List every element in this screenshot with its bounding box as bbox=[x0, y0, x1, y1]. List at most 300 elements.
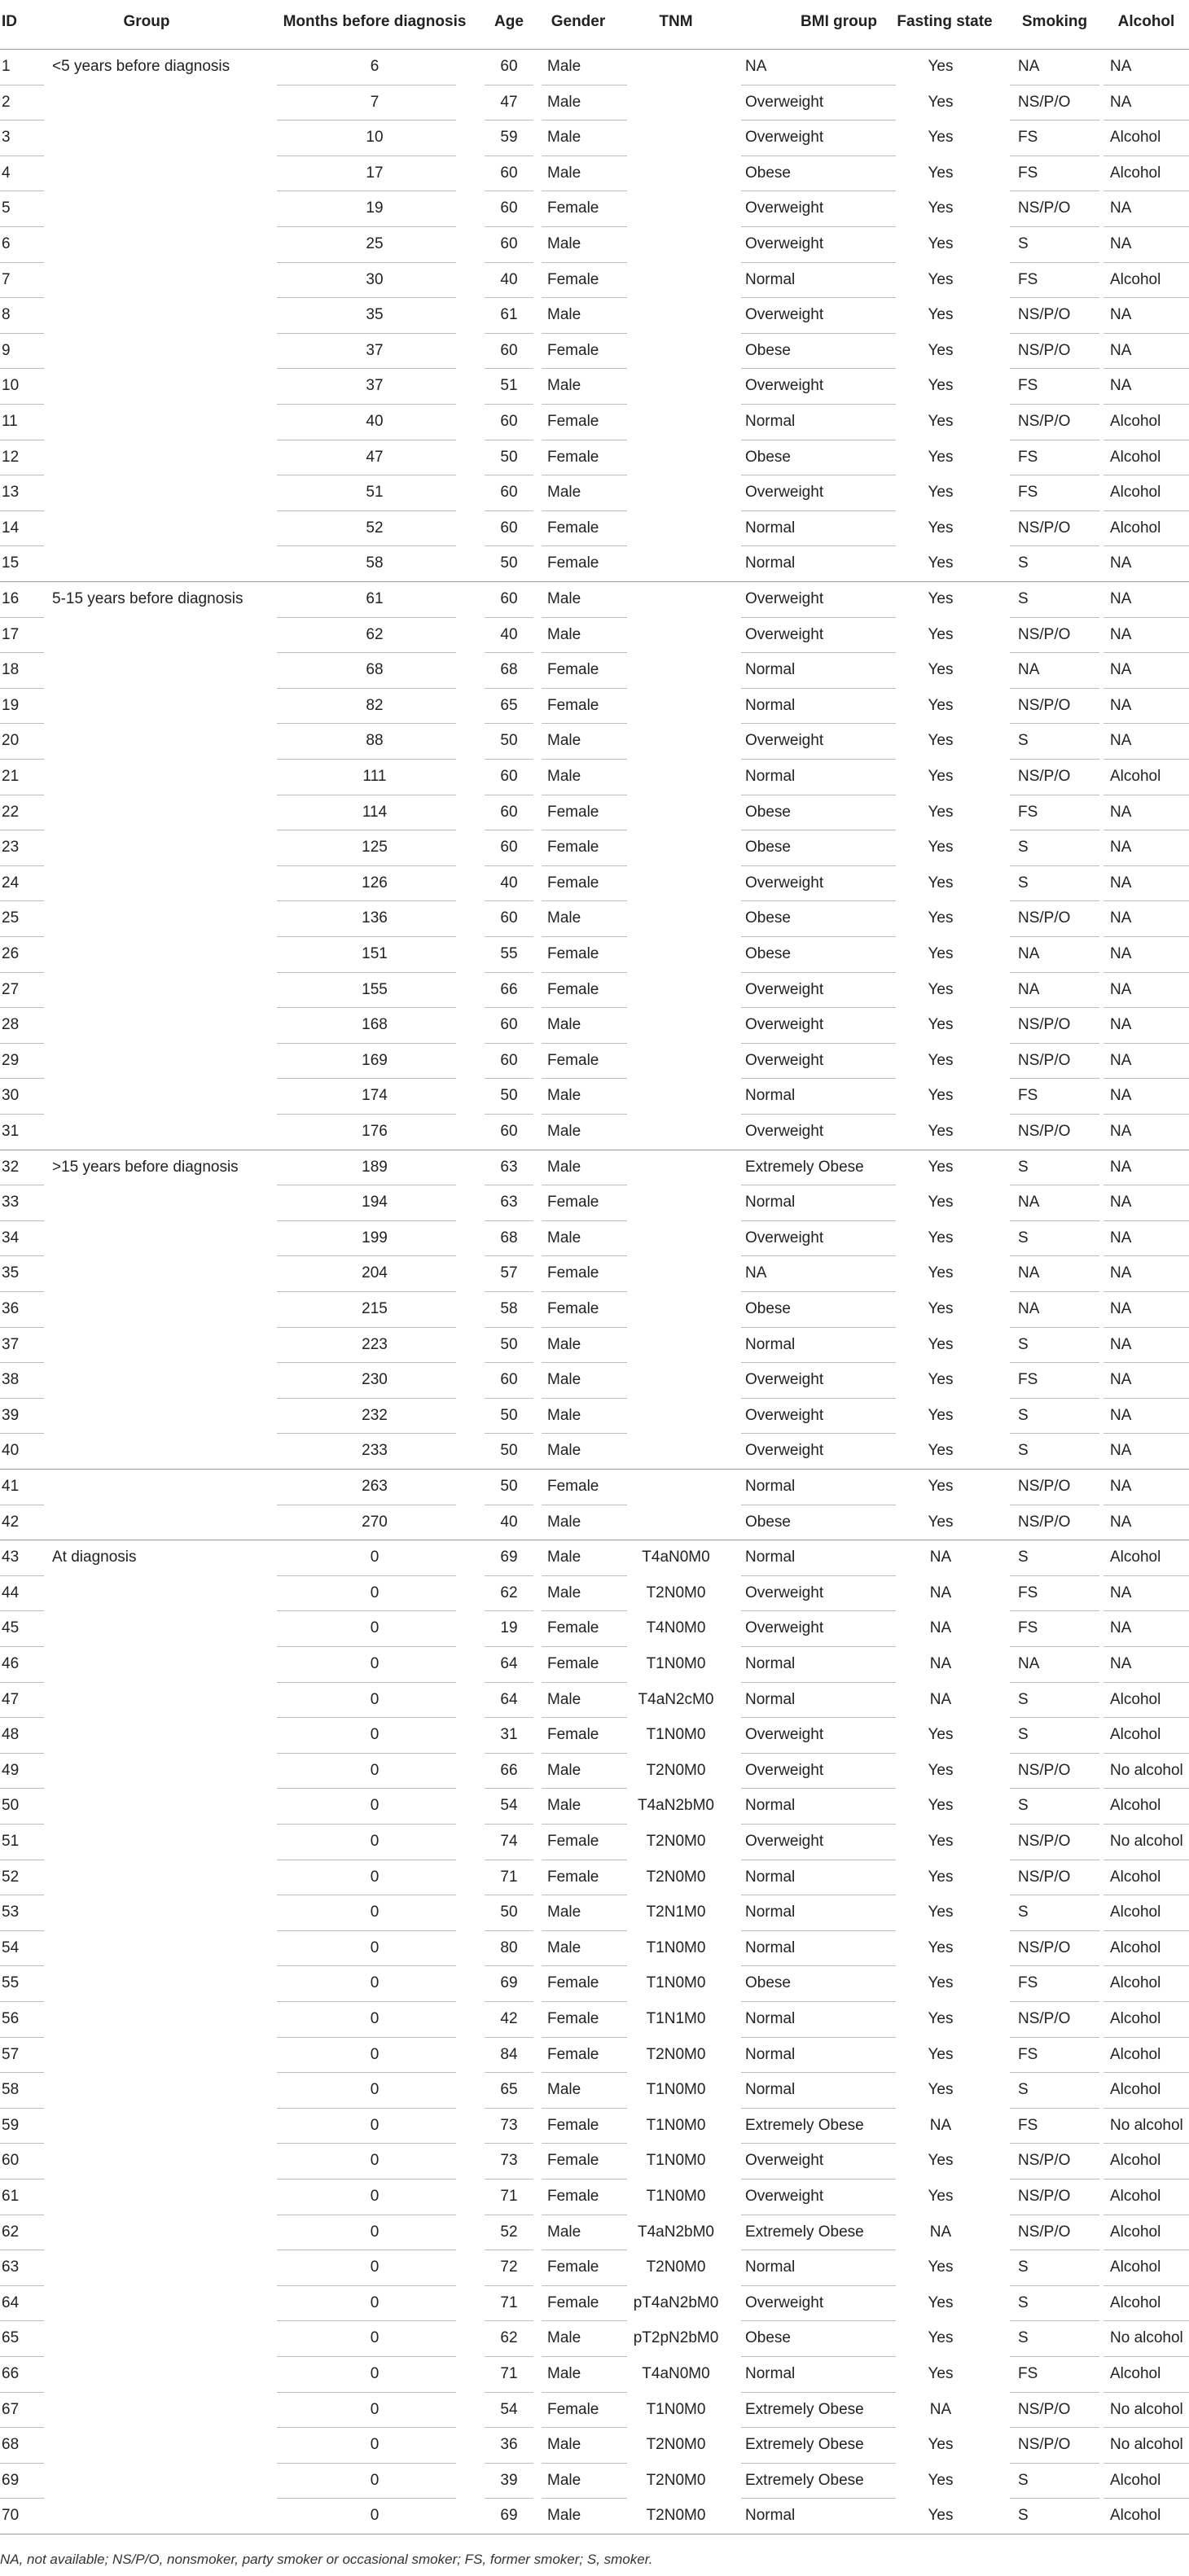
cell-alcohol: NA bbox=[1110, 341, 1132, 359]
cell-months: 47 bbox=[366, 448, 384, 466]
table-row bbox=[0, 191, 1189, 226]
cell-smoking: NS/P/O bbox=[1018, 2223, 1071, 2241]
cell-id: 1 bbox=[2, 58, 11, 75]
cell-months: 30 bbox=[366, 270, 384, 288]
cell-id: 58 bbox=[2, 2081, 20, 2099]
cell-alcohol: No alcohol bbox=[1110, 2116, 1183, 2134]
cell-age: 50 bbox=[500, 1904, 518, 1921]
cell-id: 10 bbox=[2, 377, 20, 395]
cell-smoking: S bbox=[1018, 874, 1029, 892]
cell-fasting: Yes bbox=[928, 1513, 954, 1531]
header-bmi: BMI group bbox=[801, 13, 877, 30]
cell-months: 0 bbox=[370, 1584, 380, 1601]
table-row bbox=[0, 368, 1189, 404]
cell-months: 37 bbox=[366, 377, 384, 395]
cell-months: 0 bbox=[370, 1549, 380, 1566]
table-row bbox=[0, 510, 1189, 546]
cell-gender: Female bbox=[547, 2188, 599, 2205]
cell-gender: Male bbox=[547, 1335, 581, 1353]
cell-alcohol: Alcohol bbox=[1110, 448, 1161, 466]
header-id: ID bbox=[2, 13, 17, 30]
cell-age: 68 bbox=[500, 1229, 518, 1246]
cell-id: 8 bbox=[2, 306, 11, 324]
cell-fasting: Yes bbox=[928, 306, 954, 324]
cell-smoking: S bbox=[1018, 2329, 1029, 2347]
cell-tnm: T2N0M0 bbox=[646, 1584, 706, 1601]
cell-gender: Female bbox=[547, 874, 599, 892]
cell-smoking: NS/P/O bbox=[1018, 909, 1071, 927]
cell-fasting: Yes bbox=[928, 1016, 954, 1034]
cell-age: 64 bbox=[500, 1655, 518, 1672]
cell-months: 0 bbox=[370, 1868, 380, 1886]
cell-months: 0 bbox=[370, 2116, 380, 2134]
table-row bbox=[0, 2498, 1189, 2534]
cell-age: 60 bbox=[500, 484, 518, 502]
table-row bbox=[0, 1505, 1189, 1540]
cell-id: 63 bbox=[2, 2258, 20, 2276]
cell-tnm: T4N0M0 bbox=[646, 1619, 706, 1637]
cell-gender: Female bbox=[547, 1264, 599, 1282]
cell-gender: Male bbox=[547, 58, 581, 75]
cell-months: 0 bbox=[370, 1974, 380, 1992]
cell-smoking: NS/P/O bbox=[1018, 1868, 1071, 1886]
cell-id: 40 bbox=[2, 1442, 20, 1460]
cell-gender: Male bbox=[547, 1690, 581, 1708]
cell-fasting: Yes bbox=[928, 58, 954, 75]
cell-bmi: Normal bbox=[745, 1087, 796, 1105]
cell-bmi: Obese bbox=[745, 1974, 791, 1992]
cell-fasting: Yes bbox=[928, 554, 954, 572]
cell-id: 39 bbox=[2, 1406, 20, 1424]
cell-id: 12 bbox=[2, 448, 20, 466]
cell-alcohol: NA bbox=[1110, 1406, 1132, 1424]
cell-id: 24 bbox=[2, 874, 20, 892]
cell-id: 68 bbox=[2, 2436, 20, 2454]
header-smoking: Smoking bbox=[1021, 13, 1088, 30]
cell-alcohol: NA bbox=[1110, 1158, 1132, 1176]
cell-months: 0 bbox=[370, 2507, 380, 2525]
cell-alcohol: Alcohol bbox=[1110, 484, 1161, 502]
cell-alcohol: NA bbox=[1110, 732, 1132, 750]
cell-gender: Male bbox=[547, 377, 581, 395]
cell-months: 151 bbox=[362, 945, 388, 962]
cell-months: 0 bbox=[370, 2045, 380, 2063]
cell-age: 71 bbox=[500, 1868, 518, 1886]
cell-smoking: NS/P/O bbox=[1018, 413, 1071, 430]
cell-alcohol: NA bbox=[1110, 58, 1132, 75]
cell-id: 27 bbox=[2, 980, 20, 998]
cell-gender: Male bbox=[547, 93, 581, 111]
cell-bmi: Normal bbox=[745, 1690, 796, 1708]
cell-fasting: NA bbox=[929, 2400, 952, 2418]
cell-smoking: S bbox=[1018, 2081, 1029, 2099]
cell-gender: Male bbox=[547, 2223, 581, 2241]
cell-alcohol: NA bbox=[1110, 235, 1132, 252]
cell-gender: Female bbox=[547, 1300, 599, 1317]
cell-bmi: Extremely Obese bbox=[745, 2436, 864, 2454]
cell-alcohol: NA bbox=[1110, 980, 1132, 998]
cell-months: 0 bbox=[370, 2293, 380, 2311]
cell-age: 69 bbox=[500, 2507, 518, 2525]
cell-months: 0 bbox=[370, 1619, 380, 1637]
cell-fasting: Yes bbox=[928, 696, 954, 714]
cell-age: 69 bbox=[500, 1549, 518, 1566]
cell-alcohol: Alcohol bbox=[1110, 1549, 1161, 1566]
cell-id: 23 bbox=[2, 839, 20, 856]
cell-bmi: Obese bbox=[745, 803, 791, 821]
cell-fasting: Yes bbox=[928, 2471, 954, 2489]
cell-id: 29 bbox=[2, 1051, 20, 1069]
cell-bmi: Normal bbox=[745, 768, 796, 785]
cell-gender: Female bbox=[547, 519, 599, 537]
cell-age: 39 bbox=[500, 2471, 518, 2489]
cell-months: 17 bbox=[366, 164, 384, 182]
cell-id: 56 bbox=[2, 2010, 20, 2027]
cell-smoking: NS/P/O bbox=[1018, 1051, 1071, 1069]
cell-fasting: Yes bbox=[928, 164, 954, 182]
cell-bmi: Overweight bbox=[745, 1016, 824, 1034]
cell-alcohol: NA bbox=[1110, 199, 1132, 217]
cell-gender: Male bbox=[547, 1584, 581, 1601]
cell-age: 66 bbox=[500, 1761, 518, 1779]
cell-smoking: FS bbox=[1018, 803, 1038, 821]
cell-months: 0 bbox=[370, 1726, 380, 1744]
cell-months: 169 bbox=[362, 1051, 388, 1069]
cell-fasting: Yes bbox=[928, 1087, 954, 1105]
cell-alcohol: NA bbox=[1110, 1087, 1132, 1105]
cell-bmi: Extremely Obese bbox=[745, 2223, 864, 2241]
cell-age: 65 bbox=[500, 696, 518, 714]
cell-smoking: FS bbox=[1018, 1584, 1038, 1601]
cell-bmi: Extremely Obese bbox=[745, 2400, 864, 2418]
cell-gender: Female bbox=[547, 839, 599, 856]
cell-id: 53 bbox=[2, 1904, 20, 1921]
cell-gender: Male bbox=[547, 2507, 581, 2525]
cell-id: 33 bbox=[2, 1194, 20, 1211]
table-row bbox=[0, 1682, 1189, 1718]
table-row bbox=[0, 2285, 1189, 2321]
cell-tnm: pT2pN2bM0 bbox=[633, 2329, 719, 2347]
cell-bmi: Overweight bbox=[745, 377, 824, 395]
table-row bbox=[0, 2427, 1189, 2463]
table-row bbox=[0, 617, 1189, 653]
cell-smoking: S bbox=[1018, 235, 1029, 252]
table-row bbox=[0, 85, 1189, 120]
cell-age: 19 bbox=[500, 1619, 518, 1637]
cell-alcohol: NA bbox=[1110, 1584, 1132, 1601]
cell-smoking: NS/P/O bbox=[1018, 519, 1071, 537]
cell-fasting: Yes bbox=[928, 235, 954, 252]
cell-smoking: FS bbox=[1018, 484, 1038, 502]
cell-smoking: S bbox=[1018, 1726, 1029, 1744]
cell-alcohol: NA bbox=[1110, 839, 1132, 856]
cell-id: 52 bbox=[2, 1868, 20, 1886]
cell-bmi: Normal bbox=[745, 1478, 796, 1495]
cell-id: 19 bbox=[2, 696, 20, 714]
cell-alcohol: Alcohol bbox=[1110, 164, 1161, 182]
header-gender: Gender bbox=[551, 13, 606, 30]
cell-id: 25 bbox=[2, 909, 20, 927]
cell-smoking: S bbox=[1018, 1797, 1029, 1815]
cell-age: 60 bbox=[500, 768, 518, 785]
cell-age: 60 bbox=[500, 519, 518, 537]
table-row bbox=[0, 1220, 1189, 1256]
cell-fasting: Yes bbox=[928, 1123, 954, 1140]
cell-age: 40 bbox=[500, 1513, 518, 1531]
table-row bbox=[0, 795, 1189, 830]
cell-gender: Female bbox=[547, 1478, 599, 1495]
cell-months: 0 bbox=[370, 2258, 380, 2276]
cell-bmi: Normal bbox=[745, 1655, 796, 1672]
cell-fasting: Yes bbox=[928, 1797, 954, 1815]
cell-id: 49 bbox=[2, 1761, 20, 1779]
cell-bmi: Obese bbox=[745, 341, 791, 359]
cell-alcohol: NA bbox=[1110, 93, 1132, 111]
cell-alcohol: NA bbox=[1110, 1123, 1132, 1140]
cell-smoking: NS/P/O bbox=[1018, 768, 1071, 785]
cell-months: 0 bbox=[370, 1939, 380, 1956]
cell-id: 65 bbox=[2, 2329, 20, 2347]
cell-bmi: Obese bbox=[745, 448, 791, 466]
cell-tnm: T2N0M0 bbox=[646, 1761, 706, 1779]
cell-bmi: Overweight bbox=[745, 93, 824, 111]
cell-months: 0 bbox=[370, 2223, 380, 2241]
table-row bbox=[0, 581, 1189, 617]
cell-fasting: Yes bbox=[928, 945, 954, 962]
cell-age: 60 bbox=[500, 1051, 518, 1069]
cell-gender: Male bbox=[547, 164, 581, 182]
cell-id: 3 bbox=[2, 129, 11, 147]
cell-smoking: NS/P/O bbox=[1018, 199, 1071, 217]
cell-months: 88 bbox=[366, 732, 384, 750]
cell-age: 55 bbox=[500, 945, 518, 962]
cell-fasting: Yes bbox=[928, 1229, 954, 1246]
cell-age: 65 bbox=[500, 2081, 518, 2099]
cell-age: 60 bbox=[500, 58, 518, 75]
cell-smoking: S bbox=[1018, 590, 1029, 607]
cell-smoking: NA bbox=[1018, 58, 1040, 75]
cell-gender: Male bbox=[547, 590, 581, 607]
cell-months: 0 bbox=[370, 2436, 380, 2454]
cell-fasting: Yes bbox=[928, 1264, 954, 1282]
cell-gender: Male bbox=[547, 732, 581, 750]
cell-age: 50 bbox=[500, 1087, 518, 1105]
cell-fasting: Yes bbox=[928, 1051, 954, 1069]
table-row bbox=[0, 1540, 1189, 1575]
cell-gender: Male bbox=[547, 1016, 581, 1034]
table-row bbox=[0, 1575, 1189, 1611]
cell-alcohol: NA bbox=[1110, 306, 1132, 324]
cell-fasting: Yes bbox=[928, 2045, 954, 2063]
cell-alcohol: NA bbox=[1110, 1335, 1132, 1353]
cell-smoking: NS/P/O bbox=[1018, 341, 1071, 359]
cell-months: 0 bbox=[370, 1690, 380, 1708]
cell-bmi: Overweight bbox=[745, 1229, 824, 1246]
table-row bbox=[0, 900, 1189, 936]
cell-gender: Male bbox=[547, 909, 581, 927]
cell-gender: Female bbox=[547, 2116, 599, 2134]
cell-gender: Female bbox=[547, 199, 599, 217]
table-row bbox=[0, 1078, 1189, 1114]
cell-id: 61 bbox=[2, 2188, 20, 2205]
cell-months: 40 bbox=[366, 413, 384, 430]
table-row bbox=[0, 545, 1189, 581]
cell-alcohol: NA bbox=[1110, 590, 1132, 607]
cell-gender: Female bbox=[547, 1974, 599, 1992]
cell-fasting: Yes bbox=[928, 1478, 954, 1495]
cell-bmi: Extremely Obese bbox=[745, 1158, 864, 1176]
cell-age: 50 bbox=[500, 1406, 518, 1424]
cell-smoking: S bbox=[1018, 1229, 1029, 1246]
cell-fasting: Yes bbox=[928, 732, 954, 750]
cell-id: 16 bbox=[2, 590, 20, 607]
cell-fasting: Yes bbox=[928, 377, 954, 395]
cell-alcohol: NA bbox=[1110, 1264, 1132, 1282]
table-row bbox=[0, 2143, 1189, 2179]
cell-gender: Male bbox=[547, 2081, 581, 2099]
cell-id: 66 bbox=[2, 2365, 20, 2382]
cell-smoking: FS bbox=[1018, 1371, 1038, 1389]
cell-age: 36 bbox=[500, 2436, 518, 2454]
cell-alcohol: Alcohol bbox=[1110, 2081, 1161, 2099]
cell-age: 60 bbox=[500, 413, 518, 430]
cell-fasting: Yes bbox=[928, 448, 954, 466]
cell-bmi: Normal bbox=[745, 1194, 796, 1211]
cell-age: 69 bbox=[500, 1974, 518, 1992]
cell-smoking: NA bbox=[1018, 1264, 1040, 1282]
cell-age: 47 bbox=[500, 93, 518, 111]
cell-bmi: Normal bbox=[745, 2045, 796, 2063]
cell-alcohol: Alcohol bbox=[1110, 1939, 1161, 1956]
table-row bbox=[0, 1965, 1189, 2001]
cell-months: 263 bbox=[362, 1478, 388, 1495]
cell-months: 0 bbox=[370, 1797, 380, 1815]
cell-age: 62 bbox=[500, 1584, 518, 1601]
cell-bmi: Normal bbox=[745, 2365, 796, 2382]
cell-bmi: Overweight bbox=[745, 1726, 824, 1744]
cell-gender: Male bbox=[547, 768, 581, 785]
cell-id: 46 bbox=[2, 1655, 20, 1672]
cell-bmi: Overweight bbox=[745, 2188, 824, 2205]
table-row bbox=[0, 2215, 1189, 2250]
cell-gender: Male bbox=[547, 484, 581, 502]
cell-months: 232 bbox=[362, 1406, 388, 1424]
cell-tnm: T1N0M0 bbox=[646, 1939, 706, 1956]
cell-id: 21 bbox=[2, 768, 20, 785]
cell-id: 37 bbox=[2, 1335, 20, 1353]
cell-smoking: FS bbox=[1018, 270, 1038, 288]
cell-gender: Female bbox=[547, 2152, 599, 2170]
cell-months: 0 bbox=[370, 2471, 380, 2489]
cell-fasting: Yes bbox=[928, 590, 954, 607]
cell-months: 7 bbox=[370, 93, 380, 111]
cell-bmi: Overweight bbox=[745, 199, 824, 217]
cell-tnm: T1N0M0 bbox=[646, 1726, 706, 1744]
cell-age: 60 bbox=[500, 164, 518, 182]
cell-gender: Female bbox=[547, 554, 599, 572]
cell-bmi: Normal bbox=[745, 1939, 796, 1956]
cell-smoking: S bbox=[1018, 2471, 1029, 2489]
cell-tnm: T4aN2cM0 bbox=[638, 1690, 714, 1708]
cell-gender: Female bbox=[547, 448, 599, 466]
cell-alcohol: NA bbox=[1110, 1229, 1132, 1246]
cell-id: 43 bbox=[2, 1549, 20, 1566]
cell-age: 59 bbox=[500, 129, 518, 147]
cell-smoking: S bbox=[1018, 2258, 1029, 2276]
cell-smoking: NS/P/O bbox=[1018, 1478, 1071, 1495]
table-row bbox=[0, 2320, 1189, 2356]
cell-tnm: T4aN2bM0 bbox=[638, 2223, 714, 2241]
table-row bbox=[0, 1291, 1189, 1327]
cell-fasting: Yes bbox=[928, 803, 954, 821]
cell-months: 19 bbox=[366, 199, 384, 217]
cell-age: 60 bbox=[500, 235, 518, 252]
cell-alcohol: NA bbox=[1110, 1513, 1132, 1531]
cell-bmi: Extremely Obese bbox=[745, 2471, 864, 2489]
cell-id: 70 bbox=[2, 2507, 20, 2525]
cell-bmi: Normal bbox=[745, 1868, 796, 1886]
cell-alcohol: No alcohol bbox=[1110, 1761, 1183, 1779]
cell-tnm: T2N0M0 bbox=[646, 2258, 706, 2276]
cell-tnm: T2N0M0 bbox=[646, 2436, 706, 2454]
cell-smoking: NA bbox=[1018, 1300, 1040, 1317]
cell-gender: Male bbox=[547, 625, 581, 643]
cell-bmi: Overweight bbox=[745, 129, 824, 147]
cell-smoking: S bbox=[1018, 839, 1029, 856]
cell-months: 0 bbox=[370, 1761, 380, 1779]
table-row bbox=[0, 1610, 1189, 1646]
cell-gender: Male bbox=[547, 1939, 581, 1956]
cell-bmi: Overweight bbox=[745, 235, 824, 252]
cell-bmi: Obese bbox=[745, 2329, 791, 2347]
cell-fasting: Yes bbox=[928, 1939, 954, 1956]
cell-age: 74 bbox=[500, 1833, 518, 1850]
cell-bmi: Normal bbox=[745, 1904, 796, 1921]
cell-bmi: Overweight bbox=[745, 590, 824, 607]
cell-age: 42 bbox=[500, 2010, 518, 2027]
cell-fasting: Yes bbox=[928, 270, 954, 288]
cell-smoking: FS bbox=[1018, 2116, 1038, 2134]
cell-months: 0 bbox=[370, 2152, 380, 2170]
cell-fasting: Yes bbox=[928, 768, 954, 785]
cell-tnm: T1N0M0 bbox=[646, 2116, 706, 2134]
cell-age: 54 bbox=[500, 1797, 518, 1815]
cell-gender: Male bbox=[547, 2365, 581, 2382]
cell-bmi: Overweight bbox=[745, 874, 824, 892]
cell-id: 6 bbox=[2, 235, 11, 252]
cell-smoking: NS/P/O bbox=[1018, 1939, 1071, 1956]
cell-alcohol: NA bbox=[1110, 625, 1132, 643]
cell-alcohol: NA bbox=[1110, 1619, 1132, 1637]
cell-gender: Male bbox=[547, 1797, 581, 1815]
table-row bbox=[0, 652, 1189, 688]
cell-months: 111 bbox=[362, 768, 387, 785]
cell-smoking: FS bbox=[1018, 1087, 1038, 1105]
cell-gender: Female bbox=[547, 980, 599, 998]
cell-age: 40 bbox=[500, 270, 518, 288]
cell-fasting: Yes bbox=[928, 341, 954, 359]
table-row bbox=[0, 830, 1189, 865]
cell-alcohol: No alcohol bbox=[1110, 1833, 1183, 1850]
cell-alcohol: NA bbox=[1110, 377, 1132, 395]
cell-id: 2 bbox=[2, 93, 11, 111]
cell-fasting: Yes bbox=[928, 874, 954, 892]
cell-smoking: NS/P/O bbox=[1018, 2010, 1071, 2027]
cell-bmi: Overweight bbox=[745, 1442, 824, 1460]
cell-alcohol: No alcohol bbox=[1110, 2400, 1183, 2418]
cell-months: 52 bbox=[366, 519, 384, 537]
table-row bbox=[0, 1362, 1189, 1398]
